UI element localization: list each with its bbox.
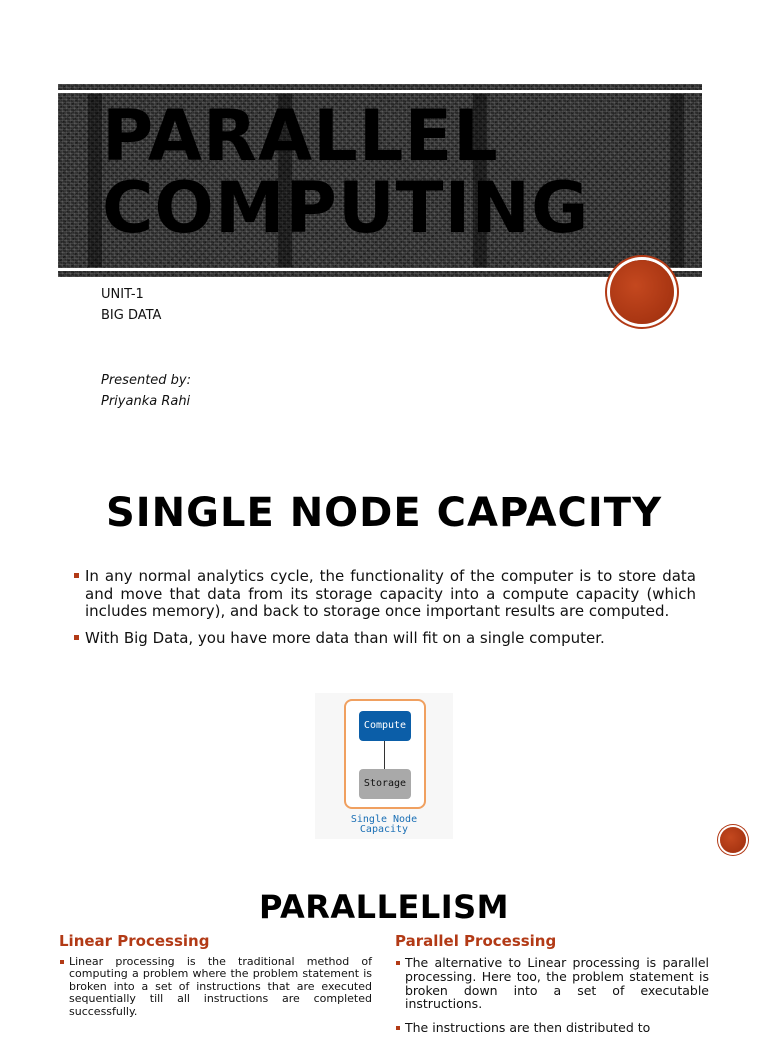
single-node-bullet-list bbox=[72, 568, 696, 656]
storage-box: Storage bbox=[359, 769, 411, 799]
banner-top-band bbox=[58, 90, 702, 93]
bullet-item: The alternative to Linear processing is parallel processing. Here too, the problem statement is broken down into a set of executable instructions. bbox=[395, 956, 709, 1011]
presented-by-label: Presented by: bbox=[101, 373, 191, 388]
slide-title bbox=[102, 95, 682, 249]
parallel-processing-list bbox=[395, 956, 709, 1045]
title-line-2: COMPUTING bbox=[102, 167, 590, 249]
node-frame bbox=[344, 699, 426, 809]
compute-storage-arrow bbox=[384, 741, 385, 769]
caption-line-2: Capacity bbox=[359, 824, 409, 835]
caption-line-1: Single Node bbox=[350, 814, 418, 825]
single-node-diagram bbox=[315, 693, 453, 839]
subtitle-unit: UNIT-1 bbox=[101, 287, 144, 302]
bullet-item: Linear processing is the traditional method of computing a problem where the problem statement is broken into a set of instructions that are executed sequentially till all instructions are completed successfully. bbox=[59, 956, 372, 1018]
subtitle-course: BIG DATA bbox=[101, 308, 162, 323]
compute-box: Compute bbox=[359, 711, 411, 741]
diagram-caption bbox=[315, 815, 453, 835]
bullet-item: In any normal analytics cycle, the functionality of the computer is to store data and move that data from its storage capacity into a compute capacity (which includes memory), and back to storage once important results are computed. bbox=[72, 568, 696, 621]
linear-processing-list bbox=[59, 956, 372, 1018]
linear-processing-heading: Linear Processing bbox=[59, 932, 210, 950]
decorative-circle-icon bbox=[720, 827, 746, 853]
section-title-single-node: SINGLE NODE CAPACITY bbox=[105, 490, 663, 536]
bullet-item: With Big Data, you have more data than will fit on a single computer. bbox=[72, 630, 696, 648]
parallel-processing-heading: Parallel Processing bbox=[395, 932, 557, 950]
banner-stripe bbox=[88, 94, 102, 267]
title-line-1: PARALLEL bbox=[102, 95, 499, 177]
section-title-parallelism: PARALLELISM bbox=[258, 888, 509, 926]
decorative-circle-icon bbox=[610, 260, 674, 324]
banner-bottom-band bbox=[58, 268, 702, 271]
bullet-item: The instructions are then distributed to bbox=[395, 1021, 709, 1035]
presenter-name: Priyanka Rahi bbox=[101, 394, 191, 409]
